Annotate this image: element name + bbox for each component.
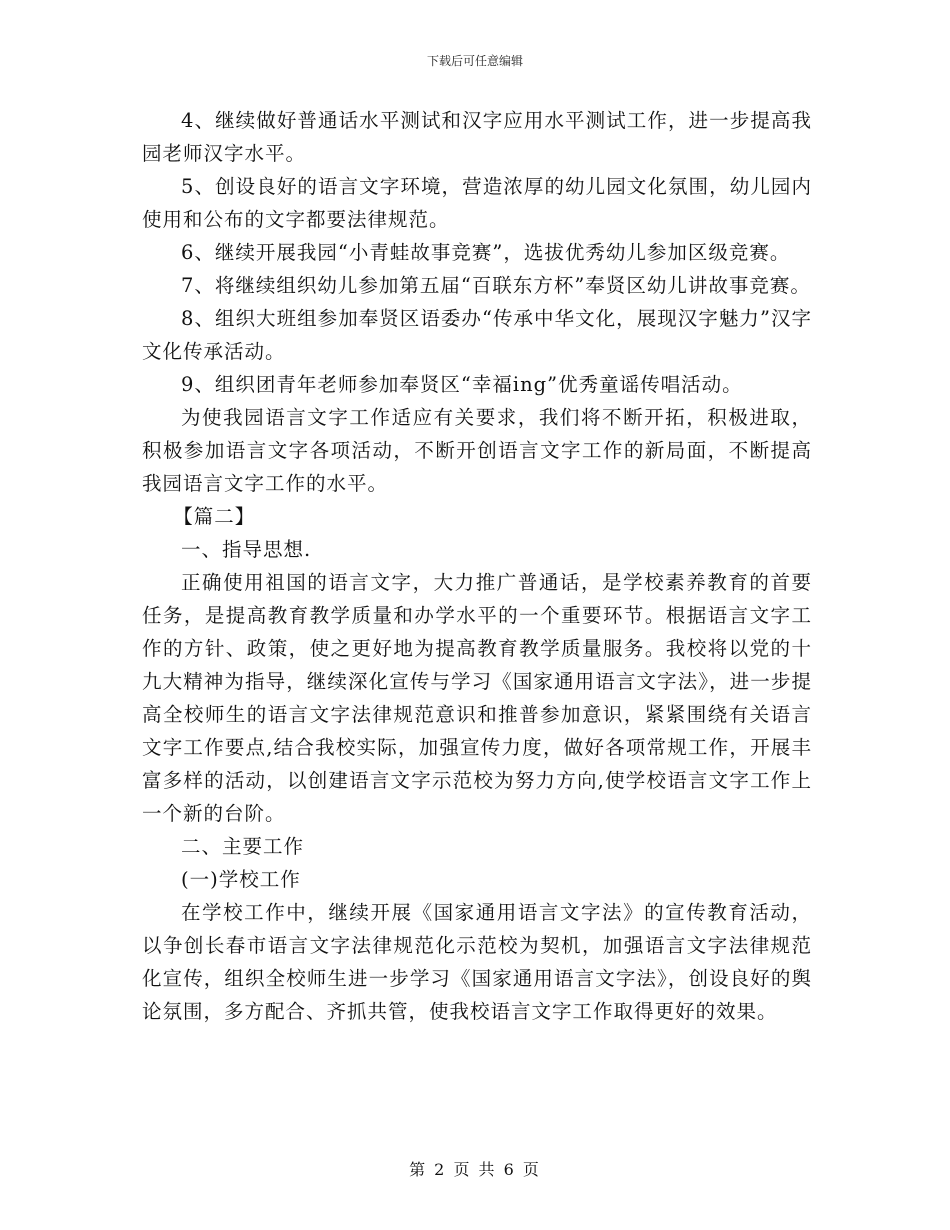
paragraph-item-9: 9、组织团青年老师参加奉贤区“幸福ing”优秀童谣传唱活动。: [181, 373, 743, 396]
paragraph-item-4: 4、继续做好普通话水平测试和汉字应用水平测试工作，进一步提高我园老师汉字水平。: [142, 109, 812, 165]
paragraph-summary: 为使我园语言文字工作适应有关要求，我们将不断开拓，积极进取，积极参加语言文字各项活动，不断开创语言文字工作的新局面，不断提高我园语言文字工作的水平。: [142, 406, 812, 495]
paragraph-guiding-ideology: 正确使用祖国的语言文字，大力推广普通话，是学校素养教育的首要任务，是提高教育教学质量和办学水平的一个重要环节。根据语言文字工作的方针、政策，使之更好地为提高教育教学质量服务。我校将以党的十九大精神为指导，继续深化宣传与学习《国家通用语言文字法》，进一步提高全校师生的语言文字法律规范意识和推普参加意识，紧紧围绕有关语言文字工作要点,结合我校实际，加强宣传力度，做好各项常规工作，开展丰富多样的活动，以创建语言文字示范校为努力方向,使学校语言文字工作上一个新的台阶。: [142, 571, 812, 825]
paragraph-school-work: 在学校工作中，继续开展《国家通用语言文字法》的宣传教育活动，以争创长春市语言文字法律规范化示范校为契机，加强语言文字法律规范化宣传，组织全校师生进一步学习《国家通用语言文字法》，创设良好的舆论氛围，多方配合、齐抓共管，使我校语言文字工作取得更好的效果。: [142, 901, 812, 1023]
heading-main-work: 二、主要工作: [181, 835, 305, 858]
heading-guiding-ideology: 一、指导思想.: [181, 538, 312, 561]
document-body: [142, 104, 812, 1028]
page-number: 第 2 页 共 6 页: [409, 1160, 541, 1179]
paragraph-item-8: 8、组织大班组参加奉贤区语委办“传承中华文化，展现汉字魅力”汉字文化传承活动。: [142, 307, 812, 363]
page-header: 下载后可任意编辑: [426, 54, 523, 68]
section-title-part-two: 【篇二】: [173, 505, 256, 528]
subheading-school-work: (一)学校工作: [181, 868, 301, 891]
paragraph-item-5: 5、创设良好的语言文字环境，营造浓厚的幼儿园文化氛围，幼儿园内使用和公布的文字都要法律规范。: [142, 175, 812, 231]
paragraph-item-6: 6、继续开展我园“小青蛙故事竞赛”，选拔优秀幼儿参加区级竞赛。: [181, 241, 791, 264]
paragraph-item-7: 7、将继续组织幼儿参加第五届“百联东方杯”奉贤区幼儿讲故事竞赛。: [181, 274, 811, 297]
